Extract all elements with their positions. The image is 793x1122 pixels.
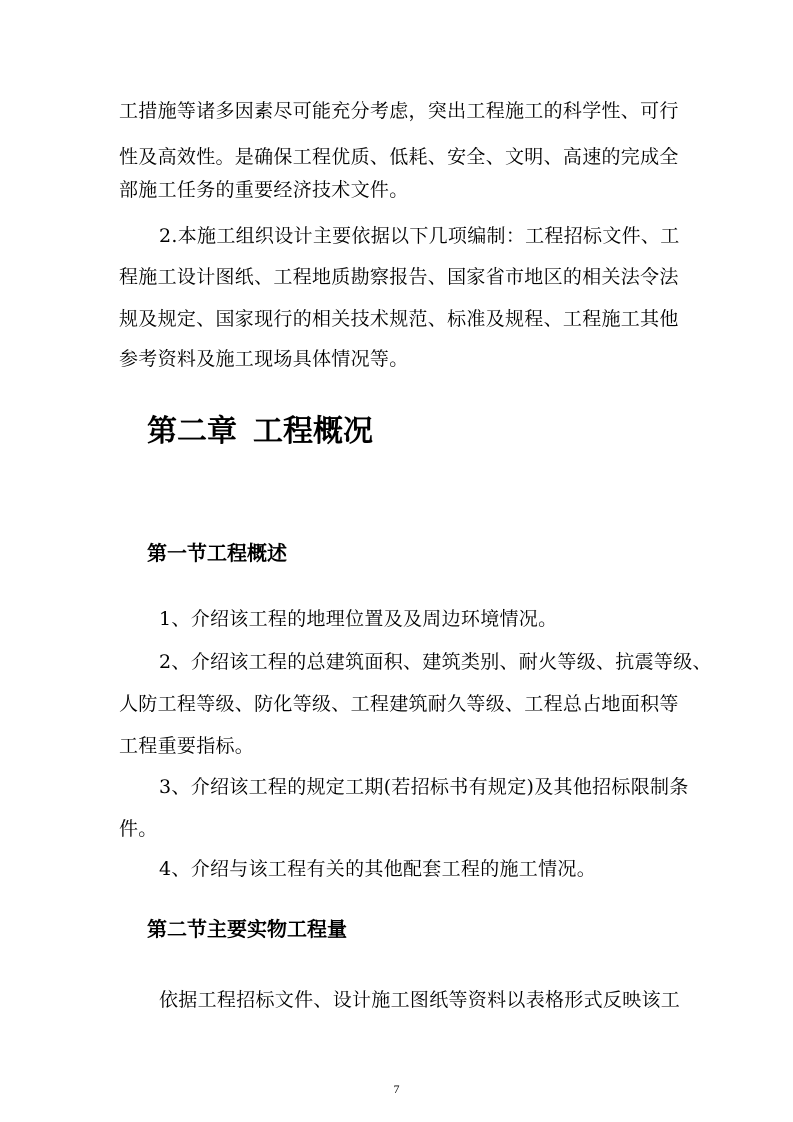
paragraph-line: 2.本施工组织设计主要依据以下几项编制：工程招标文件、工 xyxy=(159,225,680,247)
section-heading: 第一节工程概述 xyxy=(147,541,287,565)
paragraph-line: 部施工任务的重要经济技术文件。 xyxy=(119,179,409,201)
paragraph-line: 规及规定、国家现行的相关技术规范、标准及规程、工程施工其他 xyxy=(119,308,679,330)
page-number: 7 xyxy=(393,1082,400,1096)
paragraph-line: 1、介绍该工程的地理位置及及周边环境情况。 xyxy=(159,608,558,630)
paragraph-line: 性及高效性。是确保工程优质、低耗、安全、文明、高速的完成全 xyxy=(119,146,679,168)
paragraph-line: 2、介绍该工程的总建筑面积、建筑类别、耐火等级、抗震等级、 xyxy=(159,651,712,673)
chapter-number: 第二章 xyxy=(147,414,237,449)
paragraph-line: 参考资料及施工现场具体情况等。 xyxy=(119,348,409,370)
paragraph-line: 依据工程招标文件、设计施工图纸等资料以表格形式反映该工 xyxy=(159,989,681,1011)
paragraph-line: 程施工设计图纸、工程地质勘察报告、国家省市地区的相关法令法 xyxy=(119,266,679,288)
paragraph-line: 工程重要指标。 xyxy=(119,735,255,757)
chapter-heading xyxy=(147,412,373,452)
paragraph-line: 人防工程等级、防化等级、工程建筑耐久等级、工程总占地面积等 xyxy=(119,693,679,715)
paragraph-line: 件。 xyxy=(119,818,158,840)
chapter-title: 工程概况 xyxy=(253,414,373,449)
section-heading: 第二节主要实物工程量 xyxy=(147,917,347,941)
paragraph-line: 工措施等诸多因素尽可能充分考虑，突出工程施工的科学性、可行 xyxy=(119,100,679,122)
paragraph-line: 4、介绍与该工程有关的其他配套工程的施工情况。 xyxy=(159,858,596,880)
paragraph-line: 3、介绍该工程的规定工期(若招标书有规定)及其他招标限制条 xyxy=(159,776,689,798)
